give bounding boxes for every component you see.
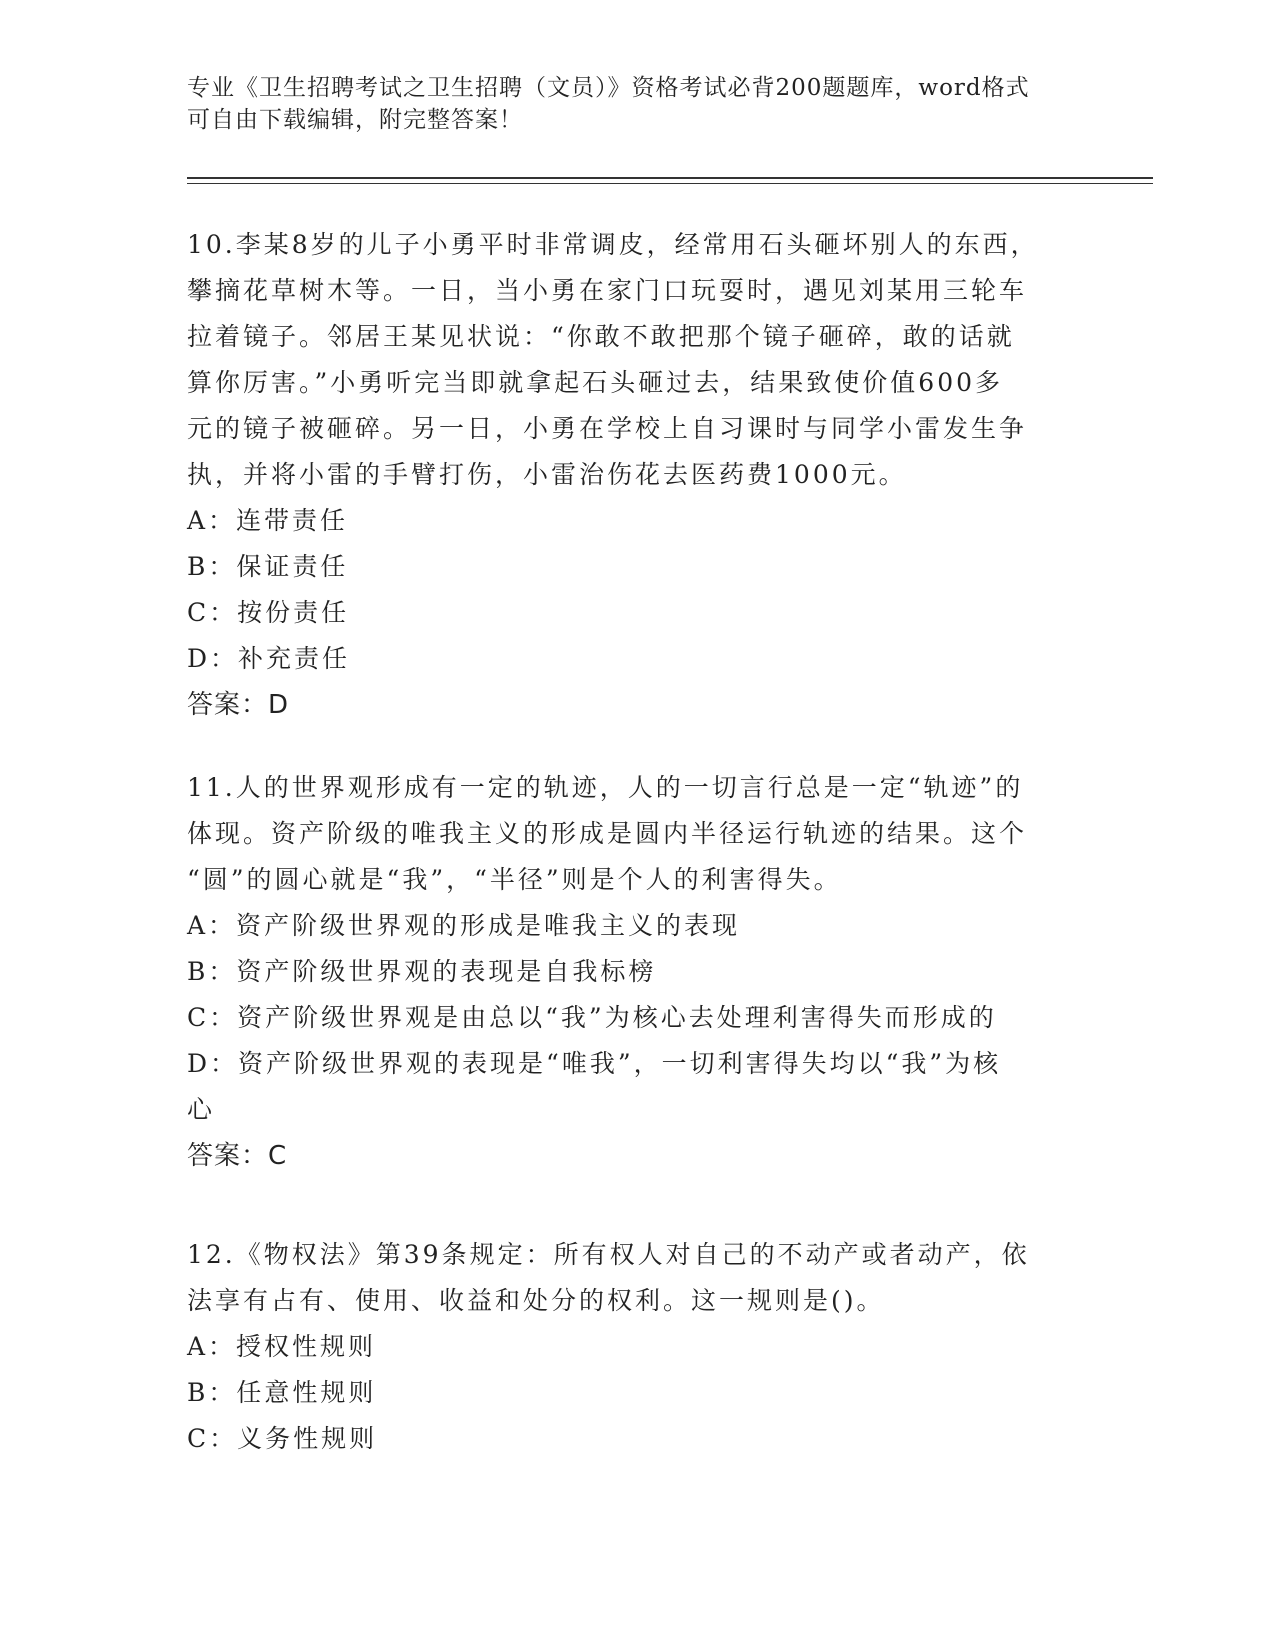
option-c: C：资产阶级世界观是由总以“我”为核心去处理利害得失而形成的 (187, 1003, 997, 1032)
option-c: C：义务性规则 (187, 1424, 378, 1453)
question-10 (187, 222, 1077, 728)
question-stem-line: 11.人的世界观形成有一定的轨迹，人的一切言行总是一定“轨迹”的 (187, 773, 1024, 802)
option-c: C：按份责任 (187, 598, 350, 627)
option-d: D：补充责任 (187, 644, 351, 673)
document-header (187, 72, 1067, 136)
question-stem-line: 法享有占有、使用、收益和处分的权利。这一规则是()。 (187, 1286, 885, 1315)
header-divider-thick (187, 177, 1153, 179)
option-b: B：保证责任 (187, 552, 349, 581)
header-line-2: 可自由下载编辑，附完整答案！ (187, 107, 523, 133)
question-12 (187, 1232, 1077, 1462)
option-d-continued: 心 (187, 1095, 216, 1124)
question-stem-line: 执，并将小雷的手臂打伤，小雷治伤花去医药费1000元。 (187, 460, 907, 489)
question-stem-line: 12.《物权法》第39条规定：所有权人对自己的不动产或者动产，依 (187, 1240, 1030, 1269)
option-b: B：资产阶级世界观的表现是自我标榜 (187, 957, 657, 986)
option-b: B：任意性规则 (187, 1378, 377, 1407)
question-stem-line: 10.李某8岁的儿子小勇平时非常调皮，经常用石头砸坏别人的东西， (187, 230, 1039, 259)
option-a: A：资产阶级世界观的形成是唯我主义的表现 (187, 911, 741, 940)
question-stem-line: 拉着镜子。邻居王某见状说：“你敢不敢把那个镜子砸碎，敢的话就 (187, 322, 1015, 351)
option-a: A：连带责任 (187, 506, 349, 535)
header-divider-thin (187, 183, 1153, 184)
option-a: A：授权性规则 (187, 1332, 377, 1361)
question-stem-line: 元的镜子被砸碎。另一日，小勇在学校上自习课时与同学小雷发生争 (187, 414, 1028, 443)
answer-line: 答案：C (187, 1141, 288, 1171)
answer-line: 答案：D (187, 690, 290, 720)
question-stem-line: 体现。资产阶级的唯我主义的形成是圆内半径运行轨迹的结果。这个 (187, 819, 1028, 848)
question-stem-line: 算你厉害。”小勇听完当即就拿起石头砸过去，结果致使价值600多 (187, 368, 1004, 397)
header-line-1: 专业《卫生招聘考试之卫生招聘（文员）》资格考试必背200题题库，word格式 (187, 75, 1030, 101)
question-11 (187, 765, 1077, 1179)
question-stem-line: 攀摘花草树木等。一日，当小勇在家门口玩耍时，遇见刘某用三轮车 (187, 276, 1028, 305)
option-d: D：资产阶级世界观的表现是“唯我”，一切利害得失均以“我”为核 (187, 1049, 1002, 1078)
question-stem-line: “圆”的圆心就是“我”，“半径”则是个人的利害得失。 (187, 865, 842, 894)
